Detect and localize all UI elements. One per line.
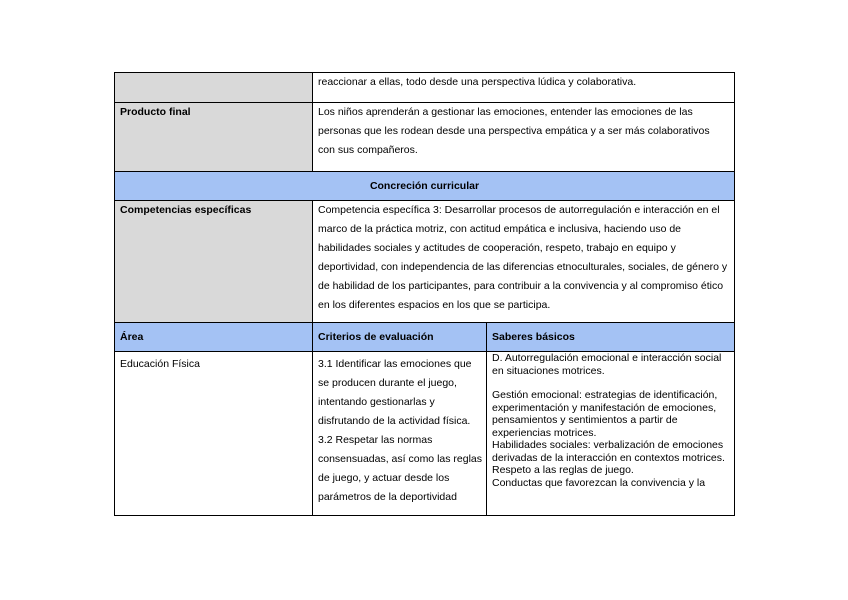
competencias-label: Competencias específicas (115, 201, 313, 323)
saberes-title: D. Autorregulación emocional e interacción social en situaciones motrices. (492, 352, 722, 377)
content-row (115, 352, 735, 516)
producto-final-text: Los niños aprenderán a gestionar las emociones, entender las emociones de las personas que les rodean desde una perspectiva empática y a ser más colaborativos con sus compañeros. (313, 103, 735, 172)
producto-final-label: Producto final (115, 103, 313, 172)
intro-row (115, 73, 735, 103)
saberes-cell (487, 352, 735, 516)
header-saberes: Saberes básicos (487, 323, 735, 352)
intro-label-cell (115, 73, 313, 103)
intro-text: reaccionar a ellas, todo desde una perspectiva lúdica y colaborativa. (313, 73, 735, 103)
header-criterios: Criterios de evaluación (313, 323, 487, 352)
area-value: Educación Física (115, 352, 313, 516)
saberes-paragraph-4: Conductas que favorezcan la convivencia y la (492, 476, 706, 489)
criterios-value: 3.1 Identificar las emociones que se producen durante el juego, intentando gestionarlas y disfrutando de la actividad física. 3.2 Respetar las normas consensuadas, así como las reglas de juego, y actuar desde los parámetros de la deportividad (313, 352, 487, 516)
competencias-row (115, 201, 735, 323)
concrecion-row (115, 172, 735, 201)
saberes-paragraph-2: Habilidades sociales: verbalización de emociones derivadas de la interacción en contextos motrices. (492, 439, 725, 464)
producto-final-row (115, 103, 735, 172)
saberes-paragraph-3: Respeto a las reglas de juego. (492, 464, 634, 476)
saberes-paragraph-1: Gestión emocional: estrategias de identificación, experimentación y manifestación de emociones, pensamientos y sentimientos a partir de experiencias motrices. (492, 389, 718, 439)
header-area: Área (115, 323, 313, 352)
curriculum-table (114, 72, 735, 516)
column-header-row (115, 323, 735, 352)
concrecion-title: Concreción curricular (115, 172, 735, 201)
competencias-text: Competencia específica 3: Desarrollar procesos de autorregulación e interacción en el marco de la práctica motriz, con actitud empática e inclusiva, haciendo uso de habilidades sociales y actitudes de cooperación, respeto, trabajo en equipo y deportividad, con independencia de las diferencias etnoculturales, sociales, de género y de habilidad de los participantes, para contribuir a la convivencia y al compromiso ético en los diferentes espacios en los que se participa. (313, 201, 735, 323)
